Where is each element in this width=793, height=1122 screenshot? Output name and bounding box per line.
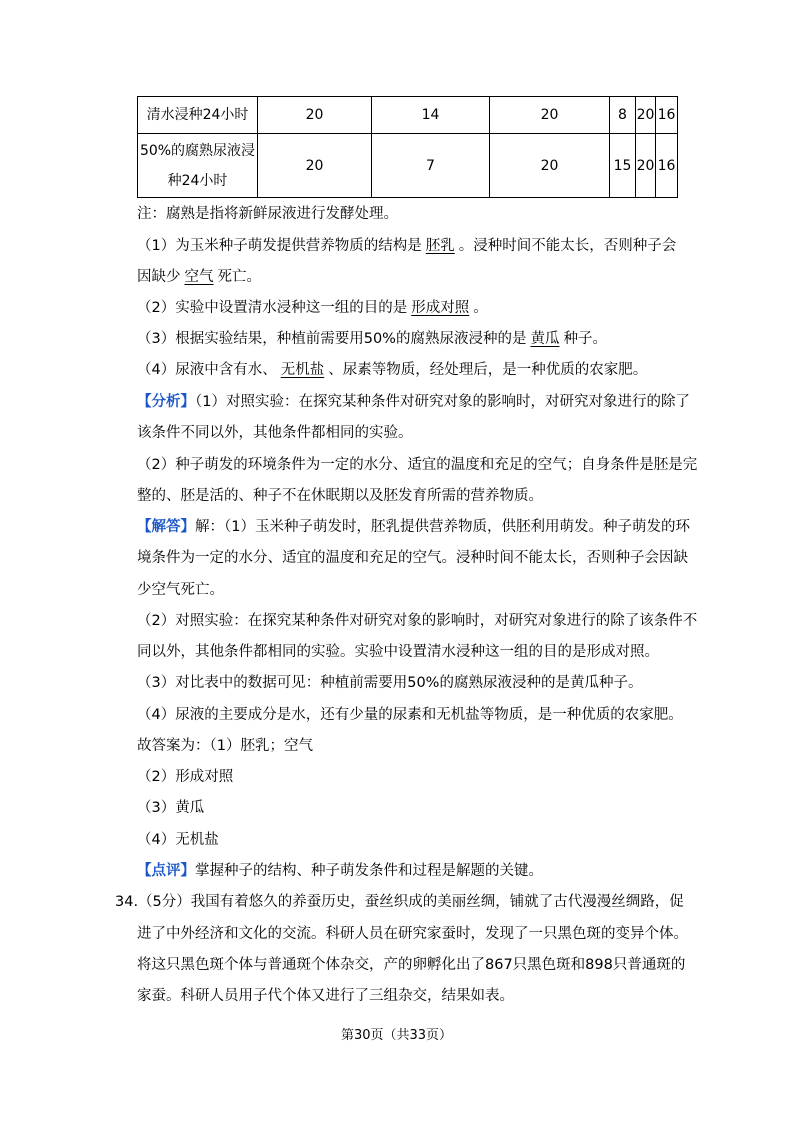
answer-line: 【解答】解：（1）玉米种子萌发时，胚乳提供营养物质，供胚利用萌发。种子萌发的环 (137, 519, 690, 535)
table-cell: 20 (258, 134, 372, 198)
question-34: 34.（5分）我国有着悠久的养蚕历史，蚕丝织成的美丽丝绸，铺就了古代漫漫丝绸路，促 (115, 894, 684, 910)
question-34-line: 进了中外经济和文化的交流。科研人员在研究家蚕时，发现了一只黑色斑的变异个体。 (137, 926, 688, 942)
experiment-table (137, 96, 678, 198)
question-1: （1）为玉米种子萌发提供营养物质的结构是 胚乳 。浸种时间不能太长，否则种子会 (137, 238, 677, 254)
row-label-line: 50%的腐熟尿液浸 (139, 142, 256, 159)
table-row (138, 134, 678, 198)
table-cell: 20 (490, 97, 610, 134)
answer-blank: 形成对照 (411, 300, 470, 316)
answer-blank: 空气 (184, 269, 214, 285)
question-2: （2）实验中设置清水浸种这一组的目的是 形成对照 。 (137, 300, 488, 316)
answer-tag: 【解答】 (137, 519, 195, 535)
row-label-line: 种24小时 (167, 172, 228, 189)
row-label (138, 134, 258, 198)
comment-tag: 【点评】 (137, 863, 195, 879)
answer-line: 境条件为一定的水分、适宜的温度和充足的空气。浸种时间不能太长，否则种子会因缺 (137, 550, 688, 566)
row-label: 清水浸种24小时 (138, 97, 258, 134)
table-cell: 16 (656, 134, 678, 198)
question-1-cont: 因缺少 空气 死亡。 (137, 269, 261, 285)
table-cell: 16 (656, 97, 678, 134)
answer-line: （3）对比表中的数据可见：种植前需要用50%的腐熟尿液浸种的是黄瓜种子。 (137, 675, 643, 691)
answer-line: 故答案为：（1）胚乳；空气 (137, 738, 313, 754)
analysis-line: 【分析】（1）对照实验：在探究某种条件对研究对象的影响时，对研究对象进行的除了 (137, 394, 690, 410)
page-footer: 第30页（共33页） (340, 1028, 453, 1043)
answer-line: （4）尿液的主要成分是水，还有少量的尿素和无机盐等物质，是一种优质的农家肥。 (137, 707, 683, 723)
answer-line: 同以外，其他条件都相同的实验。实验中设置清水浸种这一组的目的是形成对照。 (137, 644, 659, 660)
table-cell: 20 (636, 134, 656, 198)
question-4: （4）尿液中含有水、 无机盐 、尿素等物质，经处理后，是一种优质的农家肥。 (137, 362, 648, 378)
table-cell: 15 (610, 134, 636, 198)
table-cell: 20 (636, 97, 656, 134)
answer-line: 少空气死亡。 (137, 582, 224, 598)
answer-line: （2）形成对照 (137, 769, 234, 785)
question-3: （3）根据实验结果，种植前需要用50%的腐熟尿液浸种的是 黄瓜 种子。 (137, 331, 607, 347)
table-cell: 7 (372, 134, 490, 198)
analysis-line: 该条件不同以外，其他条件都相同的实验。 (137, 425, 413, 441)
answer-line: （4）无机盐 (137, 832, 219, 848)
table-cell: 20 (490, 134, 610, 198)
analysis-line: （2）种子萌发的环境条件为一定的水分、适宜的温度和充足的空气；自身条件是胚是完 (137, 457, 698, 473)
table-cell: 8 (610, 97, 636, 134)
answer-line: （2）对照实验：在探究某种条件对研究对象的影响时，对研究对象进行的除了该条件不 (137, 613, 698, 629)
table-note: 注：腐熟是指将新鲜尿液进行发酵处理。 (137, 206, 398, 222)
answer-line: （3）黄瓜 (137, 800, 205, 816)
question-34-line: 将这只黑色斑个体与普通斑个体杂交，产的卵孵化出了867只黑色斑和898只普通斑的 (137, 957, 686, 973)
answer-blank: 无机盐 (280, 362, 325, 378)
comment-line: 【点评】掌握种子的结构、种子萌发条件和过程是解题的关键。 (137, 863, 543, 879)
analysis-tag: 【分析】 (137, 394, 195, 410)
table-row (138, 97, 678, 134)
answer-blank: 黄瓜 (530, 331, 560, 347)
question-34-line: 家蚕。科研人员用子代个体又进行了三组杂交，结果如表。 (137, 988, 514, 1004)
table-cell: 20 (258, 97, 372, 134)
analysis-line: 整的、胚是活的、种子不在休眠期以及胚发育所需的营养物质。 (137, 488, 543, 504)
table-cell: 14 (372, 97, 490, 134)
answer-blank: 胚乳 (425, 238, 455, 254)
